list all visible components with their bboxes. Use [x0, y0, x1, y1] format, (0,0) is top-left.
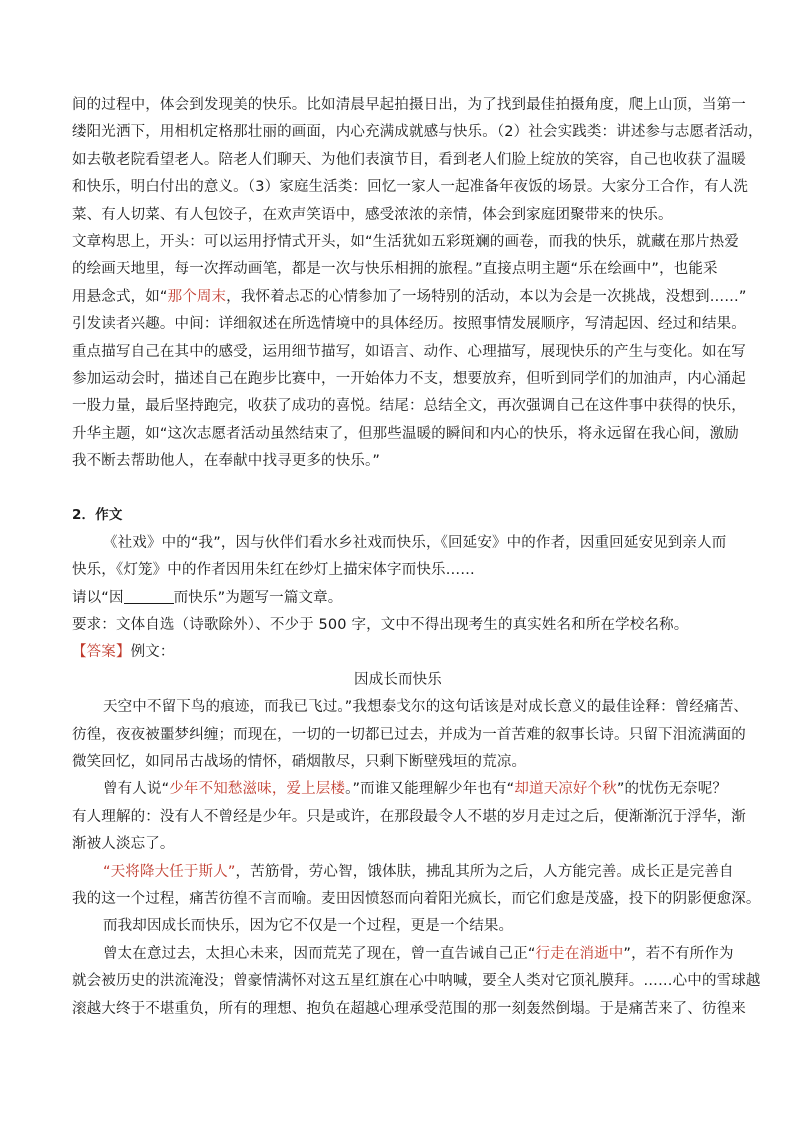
essay-line [72, 968, 761, 995]
text-span: ”，若不有所作为 [623, 945, 734, 962]
text-span: 渐被人淡忘了。 [72, 836, 175, 853]
text-span: 文章构思上，开头：可以运用抒情式开头，如“生活犹如五彩斑斓的画卷，而我的快乐，就藏在那片热爱 [72, 233, 739, 250]
intro-line [72, 202, 724, 229]
text-span: 有人理解的：没有人不曾经是少年。只是或许，在那段最令人不堪的岁月走过之后，便渐渐沉于浮华，渐 [72, 808, 746, 825]
highlighted-quote: “天将降大任于斯人” [103, 863, 236, 880]
title-instruction-after: 而快乐”为题写一篇文章。 [173, 589, 343, 606]
text-span: 和快乐，明白付出的意义。（3）家庭生活类：回忆一家人一起准备年夜饭的场景。大家分工合作，有人洗 [72, 179, 749, 196]
essay-line [72, 749, 724, 776]
answer-line [72, 639, 724, 666]
text-span: 菜、有人切菜、有人包饺子，在欢声笑语中，感受浓浓的亲情，体会到家庭团聚带来的快乐。 [72, 206, 673, 223]
essay-line [72, 722, 746, 749]
text-span: 我不断去帮助他人，在奉献中找寻更多的快乐。” [72, 453, 381, 470]
essay-line [72, 804, 746, 831]
intro-line [72, 421, 739, 448]
essay-line [72, 941, 734, 968]
text-span: 一股力量，最后坚持跑完，收获了成功的喜悦。结尾：总结全文，再次强调自己在这件事中获得的快乐， [72, 398, 746, 415]
highlighted-quote: 行走在消逝中 [535, 945, 624, 962]
text-span: 引发读者兴趣。中间：详细叙述在所选情境中的具体经历。按照事情发展顺序，写清起因、经过和结果。 [72, 316, 746, 333]
prompt-line: 《社戏》中的“我”，因与伙伴们看水乡社戏而快乐，《回延安》中的作者，因重回延安见到亲人而 [103, 534, 727, 551]
text-span: 就会被历史的洪流淹没；曾豪情满怀对这五星红旗在心中呐喊，要全人类对它顶礼膜拜。……心中的雪球越 [72, 973, 761, 990]
intro-line [72, 311, 746, 338]
essay-line [72, 886, 761, 913]
intro-line [72, 229, 739, 256]
essay-line [72, 996, 746, 1023]
intro-line [72, 448, 724, 475]
essay-title: 因成长而快乐 [354, 671, 442, 688]
intro-line [72, 147, 746, 174]
text-span: 微笑回忆，如同吊古战场的情怀，硝烟散尽，只剩下断壁残垣的荒凉。 [72, 753, 527, 770]
text-span: 而我却因成长而快乐，因为它不仅是一个过程，更是一个结果。 [103, 918, 514, 935]
text-span: 曾太在意过去，太担心未来，因而荒芜了现在，曾一直告诫自己正“ [103, 945, 536, 962]
text-span: 缕阳光洒下，用相机定格那壮丽的画面，内心充满成就感与快乐。（2）社会实践类：讲述参与志愿者活动， [72, 124, 763, 141]
requirements: 要求：文体自选（诗歌除外）、不少于 500 字，文中不得出现考生的真实姓名和所在学校名称。 [72, 617, 689, 634]
intro-line [72, 119, 763, 146]
text-span: 升华主题，如“这次志愿者活动虽然结束了，但那些温暖的瞬间和内心的快乐，将永远留在我心间，激励 [72, 425, 739, 442]
fill-blank [124, 589, 174, 604]
essay-line [72, 913, 724, 940]
section-heading: 2．作文 [72, 507, 123, 524]
text-span: 用悬念式，如“ [72, 288, 168, 305]
intro-line [72, 366, 746, 393]
text-span: 曾有人说“ [103, 781, 170, 798]
prompt-line: 快乐，《灯笼》中的作者因用朱红在纱灯上描宋体字而快乐…… [72, 562, 475, 579]
text-span: 。”而谁又能理解少年也有“ [345, 781, 515, 798]
intro-paragraph [72, 92, 763, 475]
essay-body [72, 694, 761, 1023]
text-span: ”的忧伤无奈呢？ [616, 781, 728, 798]
intro-line [72, 339, 746, 366]
text-span: 间的过程中，体会到发现美的快乐。比如清晨早起拍摄日出，为了找到最佳拍摄角度，爬上山顶，当第一 [72, 97, 746, 113]
intro-line [72, 174, 749, 201]
intro-line [72, 393, 746, 420]
highlighted-quote: 少年不知愁滋味，爱上层楼 [169, 781, 346, 798]
intro-line [72, 284, 747, 311]
essay-line [72, 831, 724, 858]
answer-tag: 【答案】 [72, 644, 131, 661]
intro-line [72, 256, 724, 283]
document-page [72, 92, 763, 1023]
title-instruction-before: 请以“因 [72, 589, 124, 606]
text-span: 滚越大终于不堪重负，所有的理想、抱负在超越心理承受范围的那一刻轰然倒塌。于是痛苦来了、彷徨来 [72, 1000, 746, 1017]
answer-label: 例文： [130, 644, 175, 661]
text-span: ，苦筋骨，劳心智，饿体肤，拂乱其所为之后，人方能完善。成长正是完善自 [235, 863, 734, 880]
title-instruction [72, 585, 724, 612]
intro-line [72, 92, 746, 119]
spacer [72, 475, 724, 502]
text-span: ，我怀着忐忑的心情参加了一场特别的活动，本以为会是一次挑战，没想到……” [226, 288, 747, 305]
essay-line [72, 859, 734, 886]
text-span: 如去敬老院看望老人。陪老人们聊天、为他们表演节目，看到老人们脸上绽放的笑容，自己也收获了温暖 [72, 151, 746, 168]
text-span: 的绘画天地里，每一次挥动画笔，都是一次与快乐相拥的旅程。”直接点明主题“乐在绘画中”，也能采 [72, 261, 718, 278]
highlighted-quote: 却道天凉好个秋 [514, 781, 617, 798]
text-span: 参加运动会时，描述自己在跑步比赛中，一开始体力不支，想要放弃，但听到同学们的加油声，内心涌起 [72, 370, 746, 387]
text-span: 我的这一个过程，痛苦彷徨不言而喻。麦田因愤怒而向着阳光疯长，而它们愈是茂盛，投下的阴影便愈深。 [72, 890, 761, 907]
text-span: 重点描写自己在其中的感受，运用细节描写，如语言、动作、心理描写，展现快乐的产生与变化。如在写 [72, 343, 746, 360]
essay-line [72, 694, 749, 721]
highlighted-quote: 那个周末 [167, 288, 227, 305]
essay-line [72, 776, 728, 803]
text-span: 彷徨，夜夜被噩梦纠缠；而现在，一切的一切都已过去，并成为一首苦难的叙事长诗。只留下泪流满面的 [72, 726, 746, 743]
text-span: 天空中不留下鸟的痕迹，而我已飞过。”我想泰戈尔的这句话该是对成长意义的最佳诠释：曾经痛苦、 [103, 699, 749, 716]
